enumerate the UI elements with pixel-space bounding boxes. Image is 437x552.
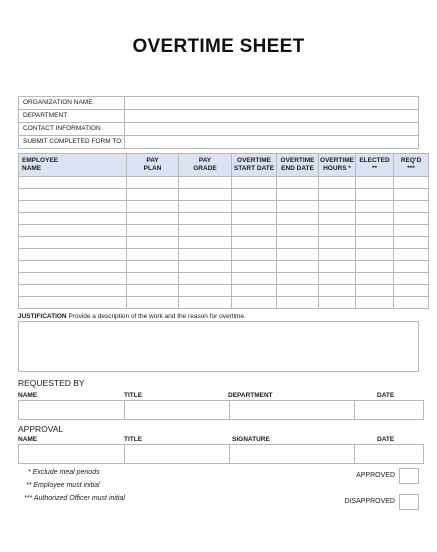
column-header-line: PLAN [143,165,162,172]
cell-pay-plan[interactable] [127,213,179,225]
cell-reqd[interactable] [394,261,429,273]
column-header-line: HOURS * [323,165,351,172]
cell-overtime-hours[interactable] [319,213,356,225]
approval-date-field[interactable] [355,445,424,464]
requested-by-row [18,400,424,420]
info-row [19,136,419,149]
column-header-line: GRADE [193,165,217,172]
cell-overtime-start-date[interactable] [232,213,277,225]
cell-overtime-start-date[interactable] [232,189,277,201]
cell-pay-grade[interactable] [179,189,232,201]
cell-pay-grade[interactable] [179,249,232,261]
column-header-line: OVERTIME [237,157,271,164]
cell-reqd[interactable] [394,189,429,201]
justification-textarea[interactable] [18,321,419,372]
cell-reqd[interactable] [394,249,429,261]
approval-signature-header: SIGNATURE [232,436,270,443]
cell-employee-name[interactable] [19,285,127,297]
cell-overtime-end-date[interactable] [277,285,319,297]
cell-overtime-hours[interactable] [319,249,356,261]
info-row-label: DEPARTMENT [19,110,125,123]
column-header-line: START DATE [233,165,275,172]
cell-overtime-end-date[interactable] [277,189,319,201]
column-header-elected [356,154,394,177]
cell-pay-plan[interactable] [127,261,179,273]
cell-employee-name[interactable] [19,213,127,225]
cell-pay-grade[interactable] [179,201,232,213]
cell-overtime-end-date[interactable] [277,249,319,261]
cell-employee-name[interactable] [19,225,127,237]
cell-pay-plan[interactable] [127,249,179,261]
table-row [19,261,429,273]
note-meal-periods: * Exclude meal periods [28,469,100,476]
table-row [19,249,429,261]
column-header-line: NAME [22,165,42,172]
approved-checkbox[interactable] [399,468,419,484]
cell-pay-plan[interactable] [127,237,179,249]
approval-name-header: NAME [18,436,38,443]
justification-title: JUSTIFICATION [18,313,67,320]
table-row [19,273,429,285]
column-header-pay-plan [127,154,179,177]
requested-by-title-field[interactable] [125,401,230,420]
cell-overtime-hours[interactable] [319,261,356,273]
column-header-pay-grade [179,154,232,177]
column-header-line: ELECTED [359,157,390,164]
cell-pay-plan[interactable] [127,189,179,201]
column-header-line: END DATE [281,165,314,172]
cell-elected[interactable] [356,249,394,261]
cell-employee-name[interactable] [19,273,127,285]
cell-elected[interactable] [356,201,394,213]
column-header-line: OVERTIME [320,157,354,164]
cell-reqd[interactable] [394,237,429,249]
cell-pay-plan[interactable] [127,225,179,237]
cell-overtime-start-date[interactable] [232,249,277,261]
page-title: OVERTIME SHEET [132,36,305,57]
disapproved-checkbox[interactable] [399,494,419,510]
cell-pay-grade[interactable] [179,237,232,249]
note-employee-initial: ** Employee must initial [26,482,100,489]
cell-overtime-hours[interactable] [319,225,356,237]
cell-overtime-hours[interactable] [319,297,356,309]
cell-elected[interactable] [356,297,394,309]
cell-reqd[interactable] [394,297,429,309]
cell-pay-grade[interactable] [179,213,232,225]
requested-by-date-field[interactable] [355,401,424,420]
cell-pay-grade[interactable] [179,273,232,285]
table-row [19,285,429,297]
info-row-label: SUBMIT COMPLETED FORM TO: [19,136,125,149]
cell-pay-grade[interactable] [179,297,232,309]
cell-reqd[interactable] [394,285,429,297]
cell-employee-name[interactable] [19,249,127,261]
requested-by-heading: REQUESTED BY [18,378,85,388]
cell-pay-grade[interactable] [179,225,232,237]
info-row [19,97,419,110]
column-header-overtime-end-date [277,154,319,177]
column-header-line: EMPLOYEE [22,157,59,164]
requested-by-name-field[interactable] [19,401,125,420]
cell-overtime-end-date[interactable] [277,177,319,189]
table-row [19,225,429,237]
cell-overtime-hours[interactable] [319,189,356,201]
cell-overtime-start-date[interactable] [232,297,277,309]
cell-reqd[interactable] [394,177,429,189]
cell-elected[interactable] [356,213,394,225]
cell-overtime-start-date[interactable] [232,177,277,189]
cell-overtime-end-date[interactable] [277,213,319,225]
approval-title-field[interactable] [125,445,230,464]
cell-overtime-end-date[interactable] [277,261,319,273]
cell-overtime-hours[interactable] [319,273,356,285]
cell-overtime-end-date[interactable] [277,273,319,285]
table-row [19,237,429,249]
cell-pay-plan[interactable] [127,201,179,213]
column-header-employee-name [19,154,127,177]
table-row [19,177,429,189]
table-row [19,213,429,225]
note-officer-initial: *** Authorized Officer must initial [24,495,125,502]
info-row-value-field[interactable] [125,97,419,110]
justification-hint: Provide a description of the work and the reason for overtime. [68,313,246,320]
cell-employee-name[interactable] [19,237,127,249]
cell-overtime-hours[interactable] [319,201,356,213]
column-header-line: REQ'D [400,157,422,164]
cell-overtime-end-date[interactable] [277,225,319,237]
cell-reqd[interactable] [394,225,429,237]
approval-date-header: DATE [377,436,395,443]
table-row [19,201,429,213]
info-row-label: CONTACT INFORMATION [19,123,125,136]
requested-by-title-header: TITLE [124,392,143,399]
requested-by-department-header: DEPARTMENT [228,392,273,399]
overtime-grid [18,153,429,309]
organization-info-table [18,96,419,149]
cell-elected[interactable] [356,237,394,249]
cell-employee-name[interactable] [19,189,127,201]
info-row [19,123,419,136]
cell-overtime-hours[interactable] [319,237,356,249]
cell-elected[interactable] [356,273,394,285]
column-header-line: ** [371,165,378,172]
cell-employee-name[interactable] [19,297,127,309]
table-row [19,297,429,309]
cell-employee-name[interactable] [19,261,127,273]
approval-title-header: TITLE [124,436,143,443]
cell-pay-grade[interactable] [179,285,232,297]
justification-label [18,313,246,320]
column-header-line: PAY [198,157,212,164]
cell-pay-plan[interactable] [127,297,179,309]
info-row-value-field[interactable] [125,123,419,136]
info-row [19,110,419,123]
cell-pay-plan[interactable] [127,285,179,297]
table-row [19,189,429,201]
column-header-line: OVERTIME [280,157,315,164]
cell-elected[interactable] [356,189,394,201]
cell-elected[interactable] [356,177,394,189]
cell-employee-name[interactable] [19,177,127,189]
column-header-line: PAY [146,157,159,164]
cell-overtime-start-date[interactable] [232,285,277,297]
cell-pay-plan[interactable] [127,177,179,189]
cell-pay-grade[interactable] [179,261,232,273]
column-header-line: *** [407,165,415,172]
cell-overtime-start-date[interactable] [232,237,277,249]
requested-by-date-header: DATE [377,392,395,399]
cell-reqd[interactable] [394,273,429,285]
cell-employee-name[interactable] [19,201,127,213]
cell-overtime-start-date[interactable] [232,273,277,285]
cell-pay-plan[interactable] [127,273,179,285]
cell-overtime-start-date[interactable] [232,201,277,213]
cell-reqd[interactable] [394,201,429,213]
column-header-overtime-start-date [232,154,277,177]
info-row-value-field[interactable] [125,110,419,123]
cell-elected[interactable] [356,225,394,237]
requested-by-name-header: NAME [18,392,38,399]
cell-reqd[interactable] [394,213,429,225]
cell-overtime-start-date[interactable] [232,225,277,237]
info-row-label: ORGANIZATION NAME [19,97,125,110]
cell-overtime-end-date[interactable] [277,297,319,309]
cell-overtime-hours[interactable] [319,177,356,189]
cell-overtime-hours[interactable] [319,285,356,297]
column-header-overtime-hours [319,154,356,177]
approval-heading: APPROVAL [18,424,64,434]
column-header-reqd [394,154,429,177]
cell-overtime-end-date[interactable] [277,201,319,213]
disapproved-label: DISAPPROVED [344,498,395,505]
cell-overtime-end-date[interactable] [277,237,319,249]
cell-pay-grade[interactable] [179,177,232,189]
approval-row [18,444,424,464]
cell-overtime-start-date[interactable] [232,261,277,273]
approval-name-field[interactable] [19,445,125,464]
approval-signature-field[interactable] [230,445,355,464]
requested-by-department-field[interactable] [230,401,355,420]
info-row-value-field[interactable] [125,136,419,149]
cell-elected[interactable] [356,261,394,273]
approved-label: APPROVED [356,472,395,479]
cell-elected[interactable] [356,285,394,297]
